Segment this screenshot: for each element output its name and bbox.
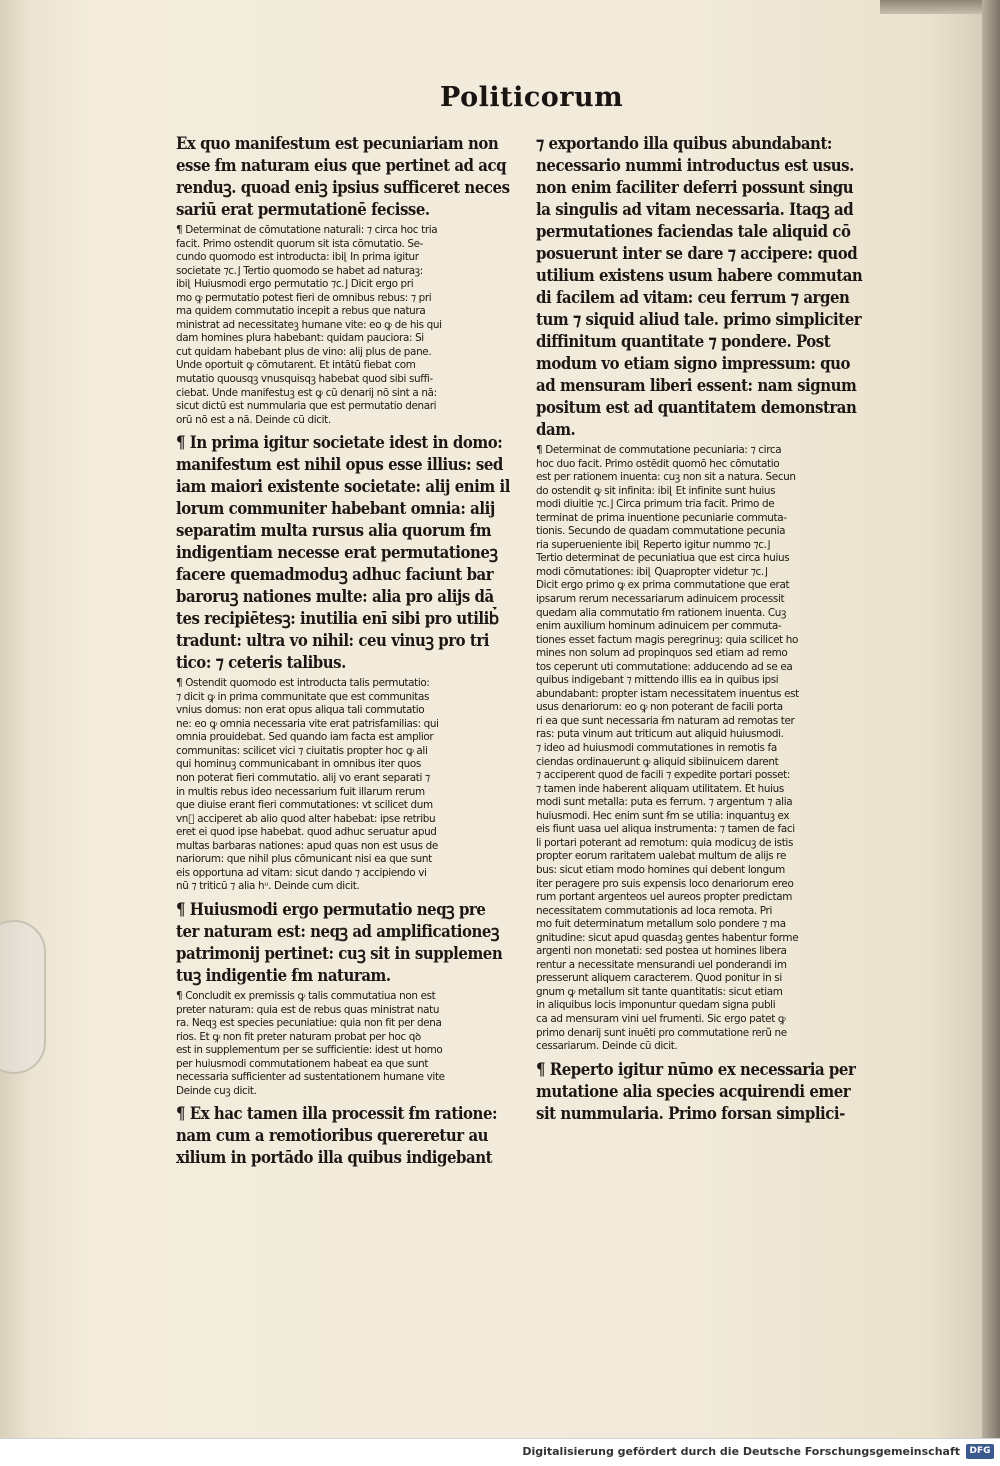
commentary-line: gnum ꝙ metallum sit tante quantitatis: sicut etiam: [536, 985, 783, 998]
commentary-line: iter peragere pro suis expensis loco denariorum ereo: [536, 877, 794, 890]
commentary-line: ca ad mensuram vini uel frumenti. Sic ergo patet ꝙ: [536, 1012, 786, 1025]
commentary-line: dam homines plura habebant: quidam pauciora: Si: [176, 332, 424, 345]
text-line: ad mensuram liberi essent: nam signum: [536, 375, 857, 395]
commentary-line: vnius domus: non erat opus aliqua tali commutatio: [176, 704, 425, 717]
commentary-line: nū ⁊ triticū ⁊ alia hᵘ. Deinde cum dicit.: [176, 880, 360, 893]
text-line: tuꝫ indigentie ẜm naturam.: [176, 964, 391, 985]
text-line: esse ẜm naturam eius que pertinet ad acq: [176, 155, 507, 175]
text-line: la singulis ad vitam necessaria. Itaqꝫ ad: [536, 199, 854, 219]
commentary-line: ⁊ ideo ad huiusmodi commutationes in remotis fa: [536, 742, 777, 755]
commentary-line: primo denarij sunt inuēti pro commutatione reru͂ ne: [536, 1026, 787, 1039]
text-line: ¶ Ex hac tamen illa processit ẜm ratione:: [176, 1103, 498, 1124]
text-line: Ex quo manifestum est pecuniariam non: [176, 133, 499, 153]
text-line: ter naturam est: neqꝫ ad amplificationeꝫ: [176, 920, 499, 941]
commentary-line: est in supplementum per se sufficientie: idest ut homo: [176, 1044, 443, 1057]
text-line: ¶ In prima igitur societate idest in domo:: [176, 432, 503, 453]
commentary-line: mines non solum ad propinquos sed etiam ad remo: [536, 647, 788, 660]
page-right-edge: [982, 0, 1000, 1438]
text-line: separatim multa rursus alia quorum ẜm: [176, 520, 492, 541]
commentary-line: ne: eo ꝙ omnia necessaria vite erat patrisfamilias: qui: [176, 717, 439, 730]
commentary-block: [176, 990, 516, 1098]
text-line: ¶ Huiusmodi ergo permutatio neqꝫ pre: [176, 898, 486, 919]
commentary-line: do ostendit ꝙ sit infinita: ibi⌊ Et infinite sunt huius: [536, 484, 776, 497]
commentary-line: societate ⁊c.⌋ Tertio quomodo se habet ad naturaꝫ:: [176, 264, 423, 277]
text-line: posuerunt inter se dare ⁊ accipere: quod: [536, 243, 858, 263]
text-line: di facilem ad vitam: ceu ferrum ⁊ argen: [536, 287, 850, 307]
commentary-line: abundabant: propter istam necessitatem inuentus est: [536, 687, 799, 700]
text-line: tum ⁊ siquid aliud tale. primo simpliciter: [536, 309, 862, 329]
commentary-line: nariorum: que nihil plus cōmunicant nisi ea que sunt: [176, 853, 432, 866]
commentary-line: quedam alia commutatio ẜm rationem inuenta. Cuꝫ: [536, 606, 786, 619]
text-line: non enim faciliter deferri possunt singu: [536, 177, 854, 197]
text-line: lorum communiter habebant omnia: alij: [176, 498, 495, 519]
text-line: utilium existens usum habere commutan: [536, 265, 863, 285]
commentary-block: [176, 677, 516, 894]
commentary-line: hoc duo facit. Primo ostēdit quomō hec cōmutatio: [536, 457, 780, 470]
commentary-line: qui hominuꝫ communicabant in omnibus iter quos: [176, 758, 421, 771]
commentary-line: ⁊ dicit ꝙ in prima communitate que est communitas: [176, 690, 430, 703]
commentary-line: Unde oportuit ꝙ cōmutarent. Et intātū fiebat com: [176, 359, 416, 372]
text-line: baroruꝫ nationes multe: alia pro alijs dā: [176, 586, 494, 607]
commentary-line: eret ei quod ipse habebat. quod adhuc seruatur apud: [176, 826, 437, 839]
commentary-line: li portari poterant ad remotum: quia modicuꝫ de istis: [536, 836, 794, 849]
commentary-line: orū nō est a nā. Deinde cū dicit.: [176, 413, 331, 426]
commentary-line: tos ceperunt uti commutatione: adducendo ad se ea: [536, 660, 793, 673]
commentary-line: facit. Primo ostendit quorum sit ista cōmutatio. Se-: [176, 237, 424, 250]
dfg-logo: DFG: [966, 1444, 994, 1459]
commentary-line: huiusmodi. Hec enim sunt ẜm se utilia: inquantuꝫ ex: [536, 809, 790, 822]
commentary-line: propter eorum raritatem ualebat multum de alijs re: [536, 850, 787, 863]
text-line: sariū erat permutationē fecisse.: [176, 199, 430, 219]
commentary-line: in aliquibus locis imponuntur quedam signa publi: [536, 999, 776, 1012]
text-block: [176, 898, 516, 986]
text-line: renduꝫ. quoad eniꝫ ipsius sufficeret neces: [176, 177, 510, 197]
commentary-line: gnitudine: sicut apud quasdaꝫ gentes habentur forme: [536, 931, 799, 944]
commentary-block: [536, 444, 876, 1054]
commentary-line: ria superueniente ibi⌊ Reperto igitur nummo ⁊c.⌋: [536, 538, 771, 551]
text-block: [536, 132, 876, 440]
commentary-line: modi cōmutationes: ibi⌊ Quapropter videtur ⁊c.⌋: [536, 565, 768, 578]
commentary-line: communitas: scilicet vici ⁊ ciuitatis propter hoc ꝙ ali: [176, 744, 428, 757]
commentary-line: presserunt aliquem caracterem. Quod ponitur in si: [536, 972, 782, 985]
commentary-line: rum portant argenteos uel aureos propter predictam: [536, 891, 793, 904]
text-line: patrimonij pertinet: cuꝫ sit in supplemen: [176, 942, 503, 963]
commentary-line: per huiusmodi commutationem habeat ea que sunt: [176, 1057, 429, 1070]
text-line: nam cum a remotioribus quereretur au: [176, 1125, 489, 1146]
commentary-line: tionis. Secundo de quadam commutatione pecunia: [536, 525, 786, 538]
commentary-line: quibus indigebant ⁊ mittendo illis ea in quibus ipsi: [536, 674, 779, 687]
text-line: tico: ⁊ ceteris talibus.: [176, 652, 346, 673]
text-line: tradunt: ultra vo nihil: ceu vinuꝫ pro tri: [176, 630, 489, 651]
commentary-line: multas barbaras nationes: apud quas non est usus de: [176, 839, 438, 852]
commentary-line: ¶ Concludit ex premissis ꝙ talis commutatiua non est: [176, 989, 436, 1002]
commentary-line: rentur a necessitate mensurandi uel ponderandi im: [536, 958, 787, 971]
commentary-line: ⁊ tamen inde haberent aliquam utilitatem. Et huius: [536, 782, 784, 795]
commentary-line: que diuise erant fieri commutationes: vt scilicet dum: [176, 799, 433, 812]
commentary-line: preter naturam: quia est de rebus quas ministrat natu: [176, 1003, 440, 1016]
commentary-line: est per rationem inuenta: cuꝫ non sit a natura. Secun: [536, 471, 796, 484]
commentary-line: mutatio quousqꝫ vnusquisqꝫ habebat quod sibi suffi-: [176, 373, 433, 386]
commentary-line: necessaria sufficienter ad sustentationem humane vite: [176, 1071, 445, 1084]
commentary-line: ¶ Determinat de cōmutatione naturali: ⁊ circa hoc tria: [176, 224, 438, 236]
text-line: permutationes faciendas tale aliquid cō: [536, 221, 851, 241]
text-block: [176, 431, 516, 673]
text-line: indigentiam necesse erat permutationeꝫ: [176, 542, 498, 563]
text-block: [176, 1102, 516, 1168]
commentary-line: argenti non monetati: sed postea ut homines libera: [536, 945, 787, 958]
text-line: manifestum est nihil opus esse illius: sed: [176, 454, 503, 475]
commentary-line: modi diuitie ⁊c.⌋ Circa primum tria facit. Primo de: [536, 498, 775, 511]
text-line: dam.: [536, 419, 576, 439]
commentary-line: tiones esset factum magis peregrinuꝫ: quia scilicet ho: [536, 633, 799, 646]
commentary-line: Dicit ergo primo ꝙ ex prima commutatione que erat: [536, 579, 790, 592]
text-line: iam maiori existente societate: alij enim il: [176, 476, 510, 497]
right-column: [536, 132, 876, 1124]
footer-credit: Digitalisierung gefördert durch die Deutsche Forschungsgemeinschaft: [522, 1445, 960, 1458]
bookmark-ribbon: [0, 920, 46, 1074]
commentary-line: non poterat fieri commutatio. alij vo erant separati ⁊: [176, 772, 430, 785]
commentary-line: sicut dictū est nummularia que est permutatio denari: [176, 400, 437, 413]
digitization-footer: [0, 1438, 1000, 1466]
commentary-line: necessitatem commutationis ad loca remota. Pri: [536, 904, 772, 917]
text-line: necessario nummi introductus est usus.: [536, 155, 854, 175]
text-line: xilium in portādo illa quibus indigebant: [176, 1147, 493, 1168]
commentary-line: mo ꝙ permutatio potest fieri de omnibus rebus: ⁊ pri: [176, 291, 432, 304]
commentary-line: modi sunt metalla: puta es ferrum. ⁊ argentum ⁊ alia: [536, 796, 793, 809]
commentary-line: omnia prouidebat. Sed quando iam facta est amplior: [176, 731, 434, 744]
text-line: tes recipiētesꝫ: inutilia enī sibi pro utilib᷒: [176, 608, 499, 629]
text-line: ⁊ exportando illa quibus abundabant:: [536, 133, 832, 153]
text-line: diffinitum quantitate ⁊ pondere. Post: [536, 331, 831, 351]
commentary-line: eis opportuna ad vitam: sicut dando ⁊ accipiendo vi: [176, 866, 427, 879]
commentary-line: cut quidam habebant plus de vino: alij plus de pane.: [176, 345, 432, 358]
commentary-line: ciebat. Unde manifestuꝫ est ꝙ cū denarij nō sint a nā:: [176, 386, 437, 399]
commentary-line: vn᷒ acciperet ab alio quod alter habebat: ipse retribu: [176, 812, 436, 825]
running-head: Politicorum: [440, 82, 624, 113]
commentary-line: ipsarum rerum necessariarum adinuicem processit: [536, 593, 785, 606]
commentary-line: ri ea que sunt necessaria ẜm naturam ad remotas ter: [536, 714, 795, 727]
commentary-line: ibi⌊ Huiusmodi ergo permutatio ⁊c.⌋ Dicit ergo pri: [176, 278, 414, 291]
text-block: [176, 132, 516, 220]
text-line: sit nummularia. Primo forsan simplici-: [536, 1102, 845, 1123]
left-column: [176, 132, 516, 1168]
text-line: mutatione alia species acquirendi emer: [536, 1080, 851, 1101]
commentary-line: cundo quomodo est introducta: ibi⌊ In prima igitur: [176, 251, 419, 264]
commentary-line: rios. Et ꝙ non fit preter naturam probat per hoc qꝺ: [176, 1030, 421, 1043]
commentary-line: terminat de prima inuentione pecuniarie commuta-: [536, 511, 787, 524]
commentary-line: ciendas ordinauerunt ꝙ aliquid sibiinuicem darent: [536, 755, 779, 768]
commentary-line: ministrat ad necessitateꝫ humane vite: eo ꝙ de his qui: [176, 318, 442, 331]
commentary-line: bus: sicut etiam modo homines qui debent longum: [536, 863, 785, 876]
commentary-line: ⁊ acciperent quod de facili ⁊ expedite portari posset:: [536, 769, 791, 782]
commentary-line: Tertio determinat de pecuniatiua que est circa huius: [536, 552, 790, 565]
commentary-line: ra. Neqꝫ est species pecuniatiue: quia non fit per dena: [176, 1017, 442, 1030]
commentary-line: ¶ Determinat de commutatione pecuniaria: ⁊ circa: [536, 444, 782, 456]
commentary-line: enim auxilium hominum adinuicem per commuta-: [536, 620, 782, 633]
commentary-line: in multis rebus ideo necessarium fuit illarum rerum: [176, 785, 425, 798]
commentary-block: [176, 224, 516, 427]
commentary-line: ras: puta vinum aut triticum aut aliquid huiusmodi.: [536, 728, 784, 741]
commentary-line: eis fiunt uasa uel aliqua instrumenta: ⁊ tamen de faci: [536, 823, 795, 836]
commentary-line: mo fuit determinatum metallum solo pondere ⁊ ma: [536, 918, 786, 931]
commentary-line: ¶ Ostendit quomodo est introducta talis permutatio:: [176, 677, 430, 690]
commentary-line: ma quidem commutatio incepit a rebus que natura: [176, 305, 426, 318]
text-line: facere quemadmoduꝫ adhuc faciunt bar: [176, 564, 494, 585]
text-line: modum vo etiam signo impressum: quo: [536, 353, 851, 373]
text-block: [536, 1058, 876, 1124]
commentary-line: Deinde cuꝫ dicit.: [176, 1084, 257, 1097]
text-line: ¶ Reperto igitur nūmo ex necessaria per: [536, 1058, 856, 1079]
commentary-line: cessariarum. Deinde cū dicit.: [536, 1040, 678, 1053]
commentary-line: usus denariorum: eo ꝙ non poterant de facili porta: [536, 701, 783, 714]
text-line: positum est ad quantitatem demonstran: [536, 397, 857, 417]
